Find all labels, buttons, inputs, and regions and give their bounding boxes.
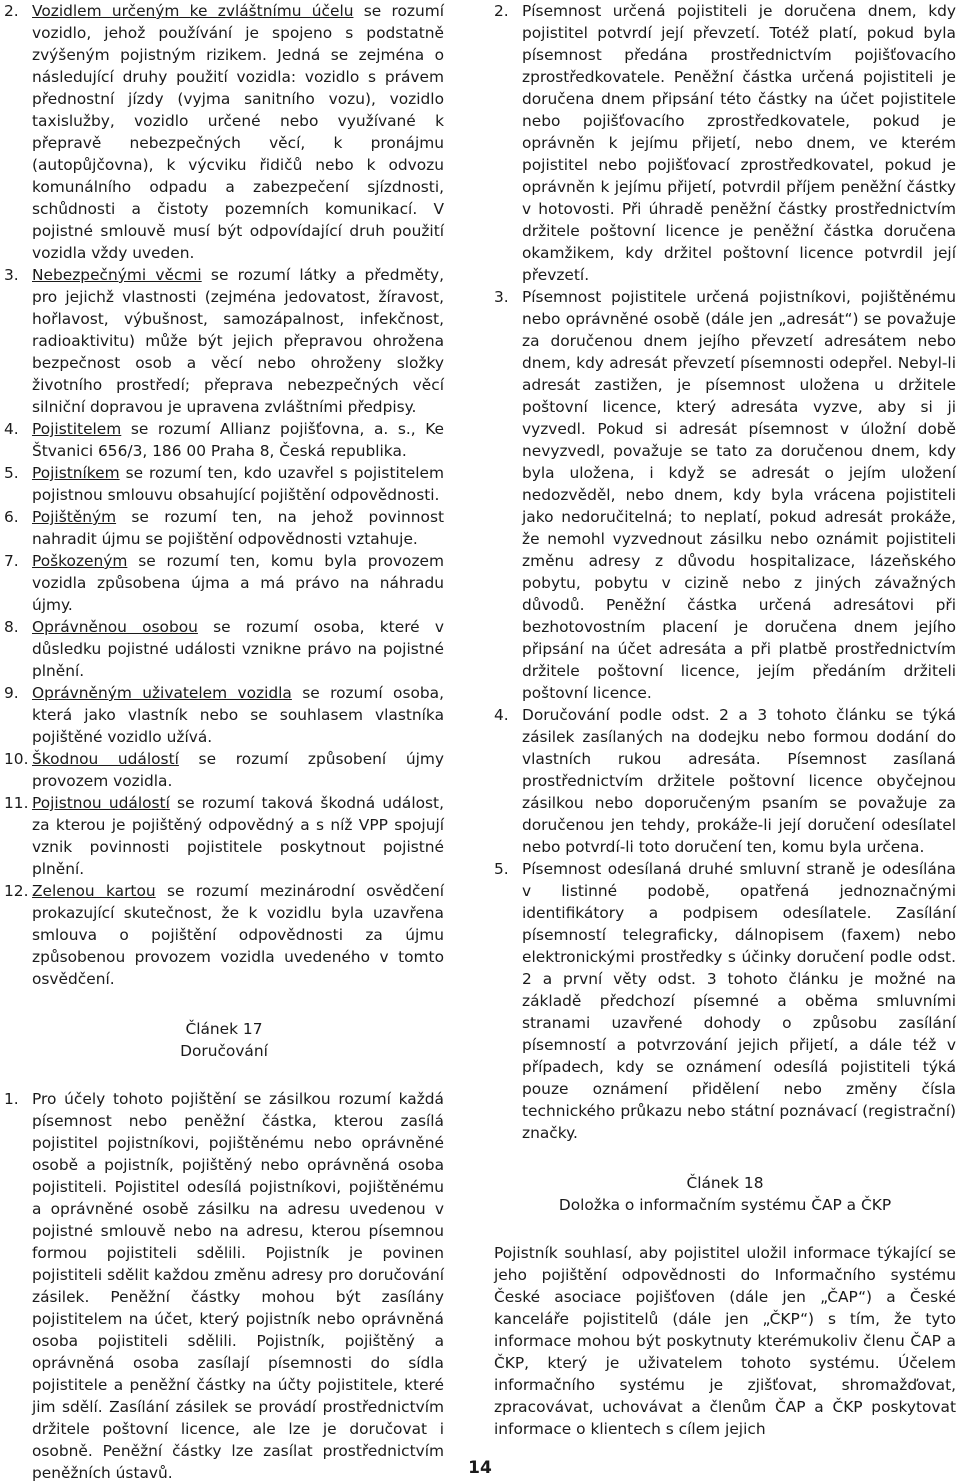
defined-term: Nebezpečnými věcmi bbox=[32, 266, 202, 284]
list-item bbox=[4, 418, 444, 462]
list-item bbox=[4, 506, 444, 550]
item-number: 5. bbox=[4, 464, 19, 482]
item-number: 9. bbox=[4, 684, 19, 702]
item-text: se rozumí ten, komu byla provozem vozidla způsobena újma a má právo na náhradu újmy. bbox=[32, 552, 444, 614]
item-text: Pro účely tohoto pojištění se zásilkou rozumí každá písemnost nebo peněžní částka, kterou zasílá pojistitel pojistníkovi, pojištěnému nebo oprávněné osobě a pojistník, pojištěný nebo oprávněná osoba pojistiteli. Pojistitel odesílá pojistníkovi, pojištěnému a oprávněné osobě zásilku na adresu uvedenou v pojistné smlouvě nebo na adresu, kterou písemnou formou pojistiteli sdělili. Pojistník je povinen pojistiteli sdělit každou změnu adresy pro doručování zásilek. Peněžní částky mohou být zasílány pojistitelem na účet, který pojistník nebo oprávněná osoba pojistiteli sdělili. Pojistník, pojištěný a oprávněná osoba zasílají písemnosti do sídla pojistitele a peněžní částky na účty pojistitele, které jim sdělí. Zasílání zásilek se provádí prostřednictvím držitele poštovní licence, ale lze je doručovat i osobně. Peněžní částky lze zasílat prostřednictvím peněžních ústavů. bbox=[32, 1090, 444, 1482]
list-item bbox=[4, 462, 444, 506]
defined-term: Oprávněným uživatelem vozidla bbox=[32, 684, 292, 702]
list-item bbox=[4, 0, 444, 264]
defined-term: Pojistníkem bbox=[32, 464, 120, 482]
article-18-title: Článek 18 bbox=[686, 1174, 764, 1192]
defined-term: Pojistnou událostí bbox=[32, 794, 170, 812]
item-number: 12. bbox=[4, 882, 29, 900]
list-item bbox=[4, 264, 444, 418]
item-text: Písemnost odesílaná druhé smluvní straně je odesílána v listinné podobě, opatřená jednoznačnými identifikátory a podpisem odesílatele. Zasílání písemností telegraficky, dálnopisem (faxem) nebo elektronickými prostředky s účinky doručení podle odst. 2 a první věty odst. 3 tohoto článku je možné na základě předchozí písemné a oběma smluvními stranami uzavřené dohody o způsobu zasílání písemností a potvrzování jejich přijetí, a dále též v případech, kdy se oznámení odesílá pojistiteli týká pouze oznámení přidělení nebo změny čísla technického průkazu nebo státní poznávací (registrační) značky. bbox=[522, 860, 956, 1142]
item-number: 5. bbox=[494, 860, 509, 878]
right-column bbox=[494, 0, 956, 1440]
list-item bbox=[4, 682, 444, 748]
defined-term: Zelenou kartou bbox=[32, 882, 156, 900]
list-item bbox=[4, 550, 444, 616]
defined-term: Oprávněnou osobou bbox=[32, 618, 198, 636]
item-text: se rozumí látky a předměty, pro jejichž vlastnosti (zejména jedovatost, žíravost, hořlavost, výbušnost, samozápalnost, infekčnost, radioaktivitu) může být jejich přepravou ohrožena bezpečnost osob a věcí nebo ohroženy složky životního prostředí; přeprava nebezpečných věcí silniční dopravou je upravena zvláštními předpisy. bbox=[32, 266, 444, 416]
item-text: se rozumí mezinárodní osvědčení prokazující skutečnost, že k vozidlu byla uzavřena smlouva o pojištění odpovědnosti za újmu způsobenou provozem vozidla uvedeného v tomto osvědčení. bbox=[32, 882, 444, 988]
definitions-list bbox=[4, 0, 444, 990]
item-text: Písemnost určená pojistiteli je doručena dnem, kdy pojistitel potvrdí její převzetí. Totéž platí, pokud byla písemnost předána prostřednictvím pojišťovacího zprostředkovatele. Peněžní částka určená pojistiteli je doručena dnem připsání této částky na účet pojistitele nebo pojišťovacího zprostředkovatele, pokud je oprávněn k jejímu přijetí, nebo dnem, ve kterém pojistitel nebo pojišťovací zprostředkovatel, pokud je oprávněn k jejímu přijetí, potvrdil příjem peněžní částky v hotovosti. Při úhradě peněžní částky prostřednictvím držitele poštovní licence je peněžní částka doručena okamžikem, kdy držitel poštovní licence potvrdil její převzetí. bbox=[522, 2, 956, 284]
list-item bbox=[494, 858, 956, 1144]
article-17-subtitle: Doručování bbox=[180, 1042, 268, 1060]
item-number: 1. bbox=[4, 1090, 19, 1108]
defined-term: Pojištěným bbox=[32, 508, 117, 526]
item-text: se rozumí taková škodná událost, za kterou je pojištěný odpovědný a s níž VPP spojují vznik povinnosti pojistitele poskytnout pojistné plnění. bbox=[32, 794, 444, 878]
left-column bbox=[4, 0, 444, 1484]
item-text: se rozumí ten, kdo uzavřel s pojistitelem pojistnou smlouvu obsahující pojištění odpovědnosti. bbox=[32, 464, 444, 504]
article-18-heading bbox=[494, 1172, 956, 1216]
list-item bbox=[4, 616, 444, 682]
item-text: Doručování podle odst. 2 a 3 tohoto článku se týká zásilek zasílaných na dodejku nebo formou dodání do vlastních rukou adresáta. Písemnost zasílaná prostřednictvím držitele poštovní licence obyčejnou zásilkou nebo doporučeným psaním se považuje za doručenou jen tehdy, prokáže-li její doručení odesílatel nebo potvrdí-li toto doručení ten, komu byla určena. bbox=[522, 706, 956, 856]
article-17-heading bbox=[4, 1018, 444, 1062]
item-number: 2. bbox=[494, 2, 509, 20]
list-item bbox=[4, 880, 444, 990]
article-17-list-continued bbox=[494, 0, 956, 1144]
item-text: se rozumí ten, na jehož povinnost nahradit újmu se pojištění odpovědnosti vztahuje. bbox=[32, 508, 444, 548]
list-item bbox=[4, 748, 444, 792]
item-number: 4. bbox=[4, 420, 19, 438]
item-text: Písemnost pojistitele určená pojistníkovi, pojištěnému nebo oprávněné osobě (dále jen „adresát“) se považuje za doručenou dnem jejího převzetí adresátem nebo dnem, kdy adresát převzetí písemnosti odepřel. Nebyl-li adresát zastižen, je písemnost uložena u držitele poštovní licence, který adresáta vyzve, aby si ji vyzvedl. Pokud si adresát písemnost v úložní době nevyzvedl, považuje se tato za doručenou dnem, kdy byla uložena, i když se adresát o jejím uložení nedozvěděl, nebo dnem, kdy byla vrácena pojistiteli jako nedoručitelná; to neplatí, pokud adresát prokáže, že nemohl vyzvednout zásilku nebo oznámit pojistiteli změnu adresy z důvodu hospitalizace, lázeňského pobytu, pobytu v cizině nebo z jiných závažných důvodů. Peněžní částka určená adresátovi při bezhotovostním placení je doručena dnem jejího připsání na účet adresáta a při platbě prostřednictvím držitele poštovní licence, jejím předáním držiteli poštovní licence. bbox=[522, 288, 956, 702]
item-number: 8. bbox=[4, 618, 19, 636]
item-number: 2. bbox=[4, 2, 19, 20]
defined-term: Pojistitelem bbox=[32, 420, 122, 438]
item-number: 4. bbox=[494, 706, 509, 724]
list-item bbox=[4, 1088, 444, 1484]
item-number: 7. bbox=[4, 552, 19, 570]
defined-term: Poškozeným bbox=[32, 552, 128, 570]
item-text: se rozumí osoba, které v důsledku pojistné události vznikne právo na pojistné plnění. bbox=[32, 618, 444, 680]
article-18-paragraph: Pojistník souhlasí, aby pojistitel uložil informace týkající se jeho pojištění odpovědnosti do Informačního systému České asociace pojišťoven (dále jen „ČAP“) a České kanceláře pojistitelů (dále jen „ČKP“) s tím, že tyto informace mohou být poskytnuty kterémukoliv členu ČAP a ČKP, který je uživatelem tohoto systému. Účelem informačního systému je zjišťovat, shromažďovat, zpracovávat, uchovávat a členům ČAP a ČKP poskytovat informace o klientech s cílem jejich bbox=[494, 1244, 956, 1438]
item-text: se rozumí osoba, která jako vlastník nebo se souhlasem vlastníka pojištěné vozidlo užívá. bbox=[32, 684, 444, 746]
list-item bbox=[494, 0, 956, 286]
page-number: 14 bbox=[468, 1458, 492, 1478]
item-number: 6. bbox=[4, 508, 19, 526]
item-text: se rozumí způsobení újmy provozem vozidla. bbox=[32, 750, 444, 790]
article-17-title: Článek 17 bbox=[185, 1020, 263, 1038]
list-item bbox=[494, 704, 956, 858]
item-text: se rozumí Allianz pojišťovna, a. s., Ke Štvanici 656/3, 186 00 Praha 8, Česká republika. bbox=[32, 420, 444, 460]
item-number: 3. bbox=[4, 266, 19, 284]
item-number: 10. bbox=[4, 750, 29, 768]
list-item bbox=[4, 792, 444, 880]
article-18-subtitle: Doložka o informačním systému ČAP a ČKP bbox=[558, 1196, 892, 1214]
defined-term: Vozidlem určeným ke zvláštnímu účelu bbox=[32, 2, 354, 20]
article-17-list bbox=[4, 1088, 444, 1484]
item-text: se rozumí vozidlo, jehož používání je spojeno s podstatně zvýšeným pojistným rizikem. Jedná se zejména o následující druhy použití vozidla: vozidlo s právem přednostní jízdy (vyjma sanitního vozu), vozidlo taxislužby, vozidlo určené nebo využívané k přepravě nebezpečných věcí, k pronájmu (autopůjčovna), k výcviku řidičů nebo k odvozu komunálního odpadu a zabezpečení sjízdnosti, schůdnosti a čistoty pozemních komunikací. V pojistné smlouvě musí být odpovídající druh použití vozidla vždy uveden. bbox=[32, 2, 445, 262]
list-item bbox=[494, 286, 956, 704]
item-number: 11. bbox=[4, 794, 29, 812]
item-number: 3. bbox=[494, 288, 509, 306]
defined-term: Škodnou událostí bbox=[32, 750, 179, 768]
